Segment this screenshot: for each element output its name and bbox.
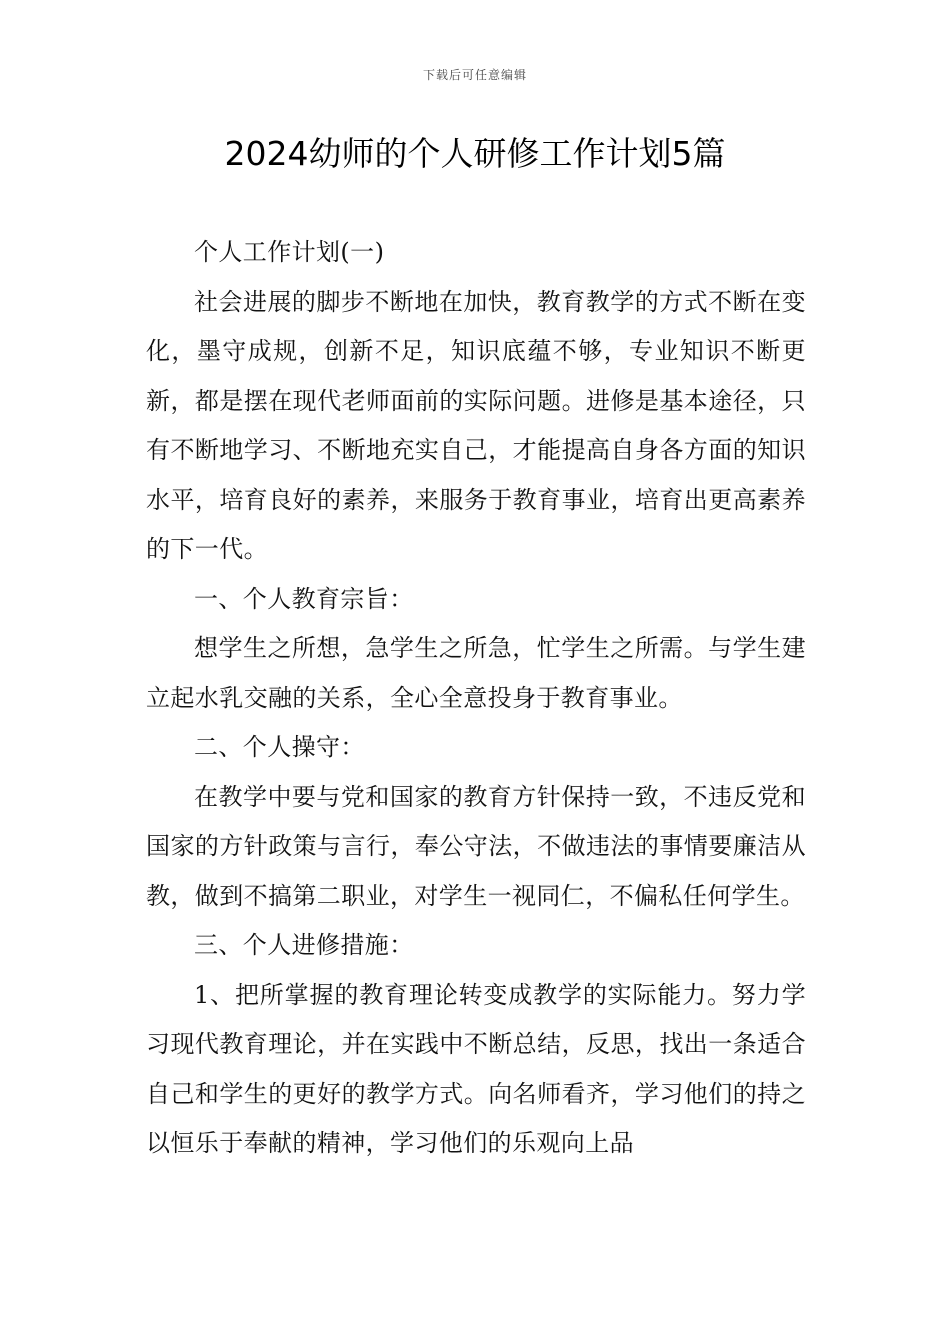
conduct-paragraph: 在教学中要与党和国家的教育方针保持一致，不违反党和国家的方针政策与言行，奉公守法，不做违法的事情要廉洁从教，做到不搞第二职业，对学生一视同仁，不偏私任何学生。 [146, 782, 806, 910]
section-heading-measures: 三、个人进修措施： [194, 931, 414, 959]
measures-paragraph-1: 1、把所掌握的教育理论转变成教学的实际能力。努力学习现代教育理论，并在实践中不断总结，反思，找出一条适合自己和学生的更好的教学方式。向名师看齐，学习他们的持之以恒乐于奉献的精神，学习他们的乐观向上品 [146, 980, 806, 1157]
section-heading-plan-one: 个人工作计划(一) [194, 238, 385, 266]
document-title: 2024幼师的个人研修工作计划5篇 [224, 134, 726, 173]
teaching-aim-paragraph: 想学生之所想，急学生之所急，忙学生之所需。与学生建立起水乳交融的关系，全心全意投身于教育事业。 [146, 634, 806, 712]
header-note: 下载后可任意编辑 [422, 68, 527, 82]
document-body [146, 228, 806, 1169]
section-heading-conduct: 二、个人操守： [194, 733, 365, 761]
section-heading-teaching-aim: 一、个人教育宗旨： [194, 584, 414, 613]
intro-paragraph: 社会进展的脚步不断地在加快，教育教学的方式不断在变化，墨守成规，创新不足，知识底蕴不够，专业知识不断更新，都是摆在现代老师面前的实际问题。进修是基本途径，只有不断地学习、不断地充实自己，才能提高自身各方面的知识水平，培育良好的素养，来服务于教育事业，培育出更高素养的下一代。 [146, 287, 806, 563]
